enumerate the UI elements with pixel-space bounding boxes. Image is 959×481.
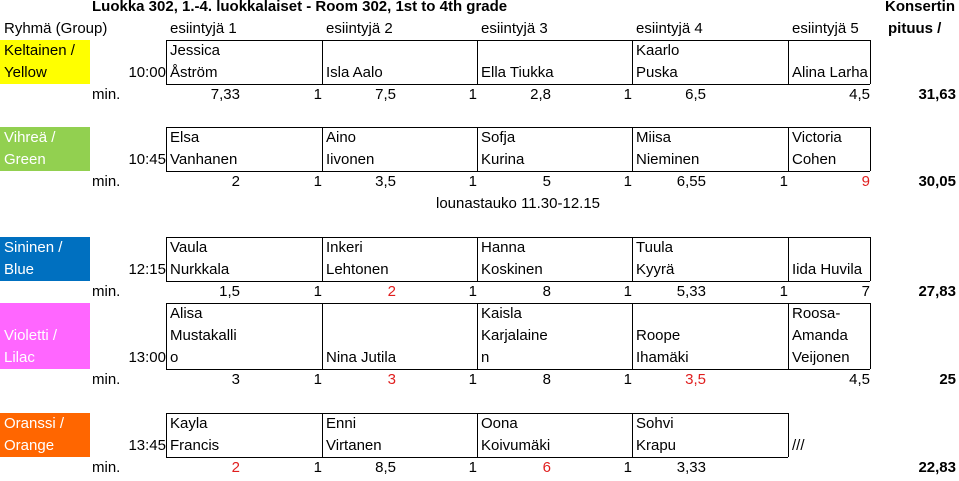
total-length: 31,63 [918,86,956,103]
performer-2-header: esiintyjä 2 [326,20,393,37]
minute-value-highlight: 3,5 [685,371,706,388]
cell-border [632,127,633,171]
cell-border [166,303,870,304]
cell-border [477,303,478,369]
cell-border [632,413,633,457]
cell-border [632,303,633,369]
group-name-en: Green [4,151,46,168]
cell-border [870,237,871,281]
performer-name: Iivonen [326,151,375,168]
sheet-title: Luokka 302, 1.-4. luokkalaiset - Room 302, 1st to 4th grade [92,0,508,15]
minute-value: 1 [468,371,477,388]
performer-name: Miisa [636,129,672,146]
performer-name: o [170,349,179,366]
performer-name: Kaisla [481,305,522,322]
minute-value: 7,5 [375,86,396,103]
performer-name: Francis [170,437,220,454]
minute-value: 5 [542,173,551,190]
minute-value: 1 [468,283,477,300]
performer-name: Isla Aalo [326,64,383,81]
performer-name: Nina Jutila [326,349,397,366]
performer-name: Åström [170,64,218,81]
cell-border [322,303,323,369]
performer-name: Koivumäki [481,437,551,454]
performer-name: Alina Larha [792,64,868,81]
cell-border [477,40,478,84]
group-orange-band [0,413,90,457]
min-label: min. [92,459,121,476]
group-name-en: Yellow [4,64,47,81]
performer-name: /// [792,437,805,454]
group-name-fi: Sininen / [4,239,63,256]
cell-border [166,84,870,85]
cell-border [166,127,167,171]
minute-value: 3,33 [676,459,706,476]
group-name-en: Lilac [4,349,35,366]
cell-border [477,127,478,171]
group-yellow-band [0,40,90,84]
performer-name: Roosa- [792,305,841,322]
performer-name: Kaarlo [636,42,680,59]
min-label: min. [92,86,121,103]
cell-border [166,303,167,369]
cell-border [166,171,870,172]
cell-border [322,40,323,84]
cell-border [322,127,323,171]
performer-name: Aino [326,129,357,146]
cell-border [788,237,789,281]
group-lilac-band [0,303,90,369]
performer-name: Kurina [481,151,525,168]
minute-value: 2 [231,173,240,190]
performer-name: Jessica [170,42,221,59]
cell-border [166,40,870,41]
cell-border [166,281,870,282]
performer-name: Ihamäki [636,349,689,366]
performer-name: Puska [636,64,678,81]
cell-border [322,237,323,281]
minute-value: 1 [623,173,632,190]
cell-border [166,369,870,370]
minute-value: 3,5 [375,173,396,190]
group-blue-band [0,237,90,281]
performer-name: Amanda [792,327,848,344]
performer-name: n [481,349,490,366]
minute-value: 1 [313,371,322,388]
minute-value: 1 [313,86,322,103]
group-name-en: Blue [4,261,35,278]
performer-name: Virtanen [326,437,382,454]
min-label: min. [92,283,121,300]
performer-name: Roope [636,327,681,344]
cell-border [870,303,871,369]
minute-value: 5,33 [676,283,706,300]
minute-value: 1 [313,283,322,300]
performer-name: Veijonen [792,349,850,366]
minute-value: 4,5 [849,86,870,103]
cell-border [477,413,478,457]
total-length: 25 [939,371,956,388]
minute-value-highlight: 3 [387,371,396,388]
minute-value: 7,33 [210,86,240,103]
cell-border [788,40,789,84]
length-header: pituus / [888,20,942,37]
performer-name: Mustakalli [170,327,237,344]
minute-value: 1 [779,283,788,300]
cell-border [632,40,633,84]
performer-name: Vanhanen [170,151,238,168]
cell-border [166,237,870,238]
cell-border [166,127,870,128]
performer-name: Elsa [170,129,200,146]
cell-border [166,237,167,281]
group-time: 13:45 [128,437,166,454]
performer-name: Ella Tiukka [481,64,554,81]
group-name-fi: Vihreä / [4,129,56,146]
cell-border [788,413,789,457]
minute-value-highlight: 2 [231,459,240,476]
minute-value: 1 [313,173,322,190]
performer-name: Kyyrä [636,261,675,278]
performer-3-header: esiintyjä 3 [481,20,548,37]
performer-name: Kayla [170,415,208,432]
performer-name: Nurkkala [170,261,230,278]
minute-value: 8 [542,283,551,300]
total-length: 30,05 [918,173,956,190]
performer-name: Krapu [636,437,677,454]
minute-value: 1 [623,86,632,103]
min-label: min. [92,173,121,190]
min-label: min. [92,371,121,388]
cell-border [322,413,323,457]
performer-name: Koskinen [481,261,543,278]
minute-value: 6,5 [685,86,706,103]
performer-name: Inkeri [326,239,363,256]
cell-border [870,127,871,171]
minute-value: 1,5 [219,283,240,300]
lunch-break-note: lounastauko 11.30-12.15 [436,195,601,212]
group-name-en: Orange [4,437,55,454]
performer-name: Enni [326,415,357,432]
group-name-fi: Keltainen / [4,42,75,59]
performer-name: Alisa [170,305,203,322]
cell-border [788,303,789,369]
group-name-fi: Violetti / [4,327,58,344]
performer-name: Hanna [481,239,526,256]
performer-name: Nieminen [636,151,700,168]
performer-name: Cohen [792,151,837,168]
performer-name: Karjalaine [481,327,548,344]
minute-value: 3 [231,371,240,388]
group-time: 12:15 [128,261,166,278]
minute-value: 2,8 [530,86,551,103]
performer-name: Victoria [792,129,842,146]
cell-border [870,40,871,84]
cell-border [632,237,633,281]
minute-value-highlight: 2 [387,283,396,300]
group-column-header: Ryhmä (Group) [4,20,108,37]
cell-border [166,40,167,84]
minute-value: 1 [623,371,632,388]
minute-value: 7 [861,283,870,300]
performer-name: Lehtonen [326,261,389,278]
group-name-fi: Oranssi / [4,415,65,432]
minute-value: 1 [468,459,477,476]
concert-label: Konsertin [885,0,956,15]
minute-value: 8 [542,371,551,388]
minute-value-highlight: 6 [542,459,551,476]
cell-border [166,457,788,458]
cell-border [166,413,167,457]
total-length: 27,83 [918,283,956,300]
performer-4-header: esiintyjä 4 [636,20,703,37]
group-green-band [0,127,90,171]
cell-border [166,413,788,414]
minute-value: 1 [779,173,788,190]
performer-5-header: esiintyjä 5 [792,20,859,37]
minute-value: 1 [623,283,632,300]
minute-value-highlight: 9 [861,173,870,190]
minute-value: 4,5 [849,371,870,388]
minute-value: 1 [468,173,477,190]
minute-value: 6,55 [676,173,706,190]
group-time: 10:45 [128,151,166,168]
performer-name: Sofja [481,129,516,146]
minute-value: 1 [623,459,632,476]
cell-border [477,237,478,281]
group-time: 10:00 [128,64,166,81]
minute-value: 1 [468,86,477,103]
performer-name: Tuula [636,239,673,256]
performer-name: Vaula [170,239,208,256]
performer-name: Iida Huvila [792,261,863,278]
group-time: 13:00 [128,349,166,366]
performer-name: Oona [481,415,518,432]
cell-border [788,127,789,171]
total-length: 22,83 [918,459,956,476]
performer-name: Sohvi [636,415,674,432]
performer-1-header: esiintyjä 1 [170,20,237,37]
minute-value: 8,5 [375,459,396,476]
minute-value: 1 [313,459,322,476]
